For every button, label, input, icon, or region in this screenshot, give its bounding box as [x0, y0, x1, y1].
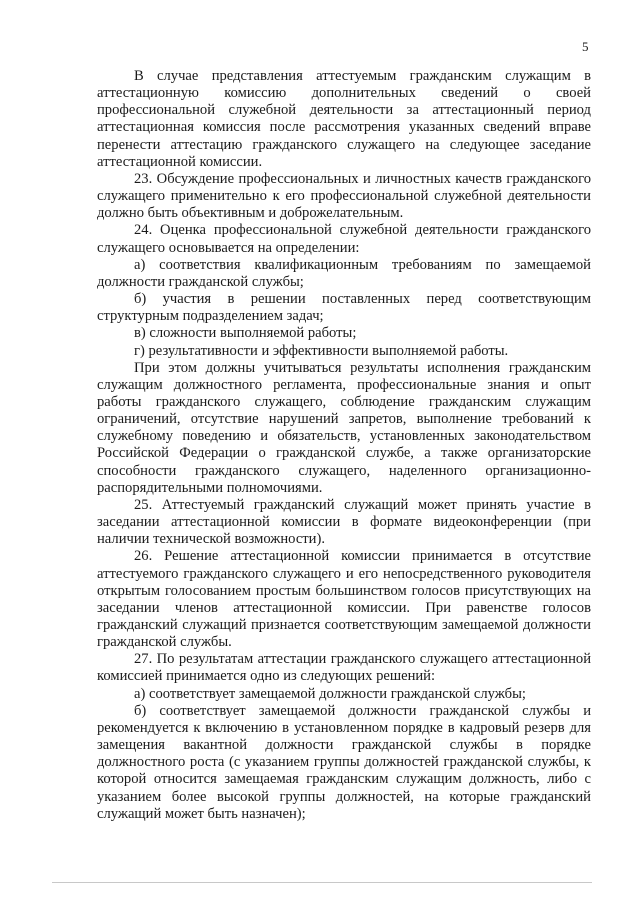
- list-item-27b: б) соответствует замещаемой должности гражданской службы и рекомендуется к включению в установленном порядке в кадровый резерв для замещения вакантной должности гражданской службы в порядке должностного роста (с указанием группы должностей гражданской службы, к которой относится замещаемая гражданским служащим должность, либо с указанием более высокой группы должностей, на которые гражданский служащий может быть назначен);: [97, 702, 591, 822]
- list-item-24g: г) результативности и эффективности выполняемой работы.: [134, 342, 509, 359]
- paragraph-additional-info: В случае представления аттестуемым гражданским служащим в аттестационную комиссию дополнительных сведений о своей профессиональной служебной деятельности за аттестационный период аттестационная комиссия после рассмотрения указанных сведений вправе перенести аттестацию гражданского служащего на следующее заседание аттестационной комиссии.: [97, 68, 591, 170]
- list-item-24v: в) сложности выполняемой работы;: [134, 325, 357, 342]
- paragraph-27: 27. По результатам аттестации гражданского служащего аттестационной комиссией принимается одно из следующих решений:: [97, 651, 591, 685]
- document-body: [97, 68, 591, 823]
- paragraph-considerations: При этом должны учитываться результаты исполнения гражданским служащим должностного регламента, профессиональные знания и опыт работы гражданского служащего, соблюдение гражданским служащим ограничений, отсутствие нарушений запретов, выполнение требований к служебному поведению и обязательств, установленных законодательством Российской Федерации о гражданской службе, а также организаторские способности гражданского служащего, наделенного организационно-распорядительными полномочиями.: [97, 359, 591, 496]
- list-item-24b: б) участия в решении поставленных перед соответствующим структурным подразделением задач;: [97, 291, 591, 325]
- paragraph-24: 24. Оценка профессиональной служебной деятельности гражданского служащего основывается на определении:: [97, 222, 591, 256]
- paragraph-23: 23. Обсуждение профессиональных и личностных качеств гражданского служащего применительно к его профессиональной служебной деятельности должно быть объективным и доброжелательным.: [97, 170, 591, 222]
- scan-edge-line: [52, 882, 592, 883]
- list-item-24a: а) соответствия квалификационным требованиям по замещаемой должности гражданской службы;: [97, 256, 591, 290]
- list-item-27a: а) соответствует замещаемой должности гражданской службы;: [134, 685, 526, 702]
- page-number: 5: [582, 39, 589, 54]
- paragraph-26: 26. Решение аттестационной комиссии принимается в отсутствие аттестуемого гражданского служащего и его непосредственного руководителя открытым голосованием простым большинством голосов присутствующих на заседании членов аттестационной комиссии. При равенстве голосов гражданский служащий признается соответствующим замещаемой должности гражданской службы.: [97, 548, 591, 651]
- paragraph-25: 25. Аттестуемый гражданский служащий может принять участие в заседании аттестационной комиссии в формате видеоконференции (при наличии технической возможности).: [97, 496, 591, 548]
